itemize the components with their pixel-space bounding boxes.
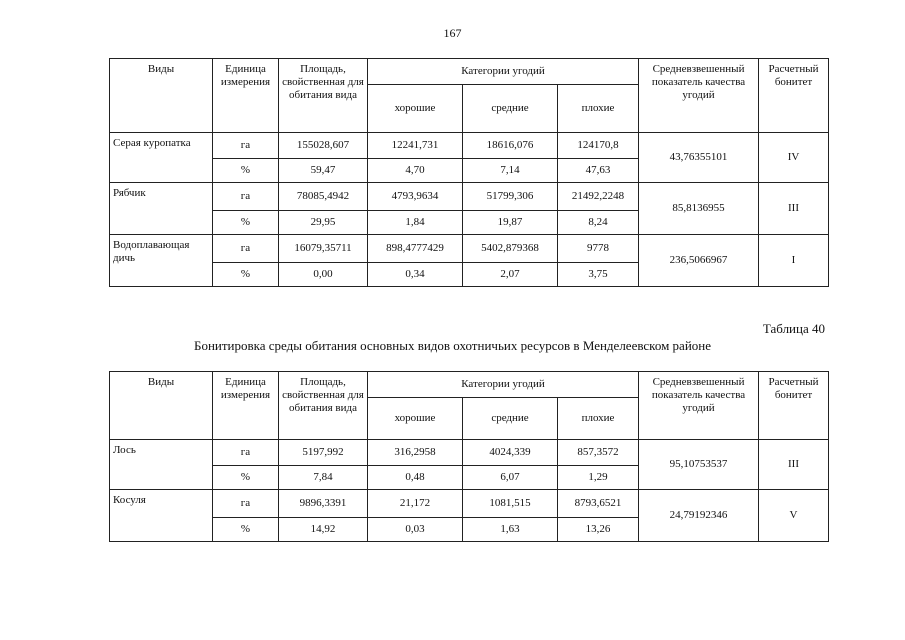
bonitet-cell: IV (759, 133, 829, 183)
table-row (110, 440, 829, 466)
species-name: Водоплавающая дичь (110, 235, 213, 287)
weighted-cell: 95,10753537 (639, 440, 759, 490)
good-cell: 316,2958 (368, 440, 463, 466)
good-cell: 21,172 (368, 490, 463, 518)
header-species: Виды (110, 59, 213, 133)
area-cell: 29,95 (279, 211, 368, 235)
unit-cell: га (213, 440, 279, 466)
poor-cell: 9778 (558, 235, 639, 263)
header-good: хорошие (368, 85, 463, 133)
header-area: Площадь, свойственная для обитания вида (279, 59, 368, 133)
area-cell: 7,84 (279, 466, 368, 490)
medium-cell: 1081,515 (463, 490, 558, 518)
good-cell: 0,34 (368, 263, 463, 287)
poor-cell: 3,75 (558, 263, 639, 287)
table-row (110, 183, 829, 211)
table-row (110, 133, 829, 159)
species-name: Рябчик (110, 183, 213, 235)
area-cell: 16079,35711 (279, 235, 368, 263)
good-cell: 0,48 (368, 466, 463, 490)
header-categories: Категории угодий (368, 59, 639, 85)
medium-cell: 18616,076 (463, 133, 558, 159)
unit-cell: % (213, 518, 279, 542)
header-good: хорошие (368, 398, 463, 440)
header-medium: средние (463, 85, 558, 133)
area-cell: 0,00 (279, 263, 368, 287)
poor-cell: 124170,8 (558, 133, 639, 159)
unit-cell: га (213, 235, 279, 263)
table-caption-number: Таблица 40 (762, 321, 825, 336)
bonitet-cell: III (759, 440, 829, 490)
header-species: Виды (110, 372, 213, 440)
medium-cell: 1,63 (463, 518, 558, 542)
poor-cell: 857,3572 (558, 440, 639, 466)
medium-cell: 5402,879368 (463, 235, 558, 263)
page-number: 167 (443, 26, 462, 40)
table-row (110, 235, 829, 263)
unit-cell: % (213, 211, 279, 235)
weighted-cell: 236,5066967 (639, 235, 759, 287)
unit-cell: га (213, 183, 279, 211)
header-poor: плохие (558, 85, 639, 133)
header-categories: Категории угодий (368, 372, 639, 398)
medium-cell: 4024,339 (463, 440, 558, 466)
poor-cell: 8793,6521 (558, 490, 639, 518)
medium-cell: 19,87 (463, 211, 558, 235)
bonitet-cell: V (759, 490, 829, 542)
good-cell: 0,03 (368, 518, 463, 542)
medium-cell: 7,14 (463, 159, 558, 183)
unit-cell: % (213, 466, 279, 490)
area-cell: 78085,4942 (279, 183, 368, 211)
header-unit: Единица измерения (213, 372, 279, 440)
area-cell: 14,92 (279, 518, 368, 542)
medium-cell: 6,07 (463, 466, 558, 490)
poor-cell: 21492,2248 (558, 183, 639, 211)
header-unit: Единица измерения (213, 59, 279, 133)
unit-cell: % (213, 263, 279, 287)
header-weighted: Средневзвешенный показатель качества угодий (639, 59, 759, 133)
medium-cell: 2,07 (463, 263, 558, 287)
header-medium: средние (463, 398, 558, 440)
bonitet-cell: I (759, 235, 829, 287)
weighted-cell: 24,79192346 (639, 490, 759, 542)
weighted-cell: 85,8136955 (639, 183, 759, 235)
area-cell: 5197,992 (279, 440, 368, 466)
unit-cell: га (213, 133, 279, 159)
poor-cell: 47,63 (558, 159, 639, 183)
bonitet-table-2 (109, 371, 829, 542)
weighted-cell: 43,76355101 (639, 133, 759, 183)
area-cell: 155028,607 (279, 133, 368, 159)
good-cell: 4,70 (368, 159, 463, 183)
header-poor: плохие (558, 398, 639, 440)
table-row (110, 490, 829, 518)
poor-cell: 8,24 (558, 211, 639, 235)
header-bonitet: Расчетный бонитет (759, 59, 829, 133)
medium-cell: 51799,306 (463, 183, 558, 211)
unit-cell: % (213, 159, 279, 183)
header-bonitet: Расчетный бонитет (759, 372, 829, 440)
good-cell: 1,84 (368, 211, 463, 235)
bonitet-cell: III (759, 183, 829, 235)
bonitet-table-1 (109, 58, 829, 287)
table-caption-title: Бонитировка среды обитания основных видов охотничьих ресурсов в Менделеевском районе (193, 338, 712, 353)
poor-cell: 1,29 (558, 466, 639, 490)
area-cell: 9896,3391 (279, 490, 368, 518)
species-name: Серая куропатка (110, 133, 213, 183)
species-name: Косуля (110, 490, 213, 542)
header-weighted: Средневзвешенный показатель качества угодий (639, 372, 759, 440)
poor-cell: 13,26 (558, 518, 639, 542)
species-name: Лось (110, 440, 213, 490)
unit-cell: га (213, 490, 279, 518)
good-cell: 12241,731 (368, 133, 463, 159)
header-area: Площадь, свойственная для обитания вида (279, 372, 368, 440)
good-cell: 898,4777429 (368, 235, 463, 263)
good-cell: 4793,9634 (368, 183, 463, 211)
area-cell: 59,47 (279, 159, 368, 183)
